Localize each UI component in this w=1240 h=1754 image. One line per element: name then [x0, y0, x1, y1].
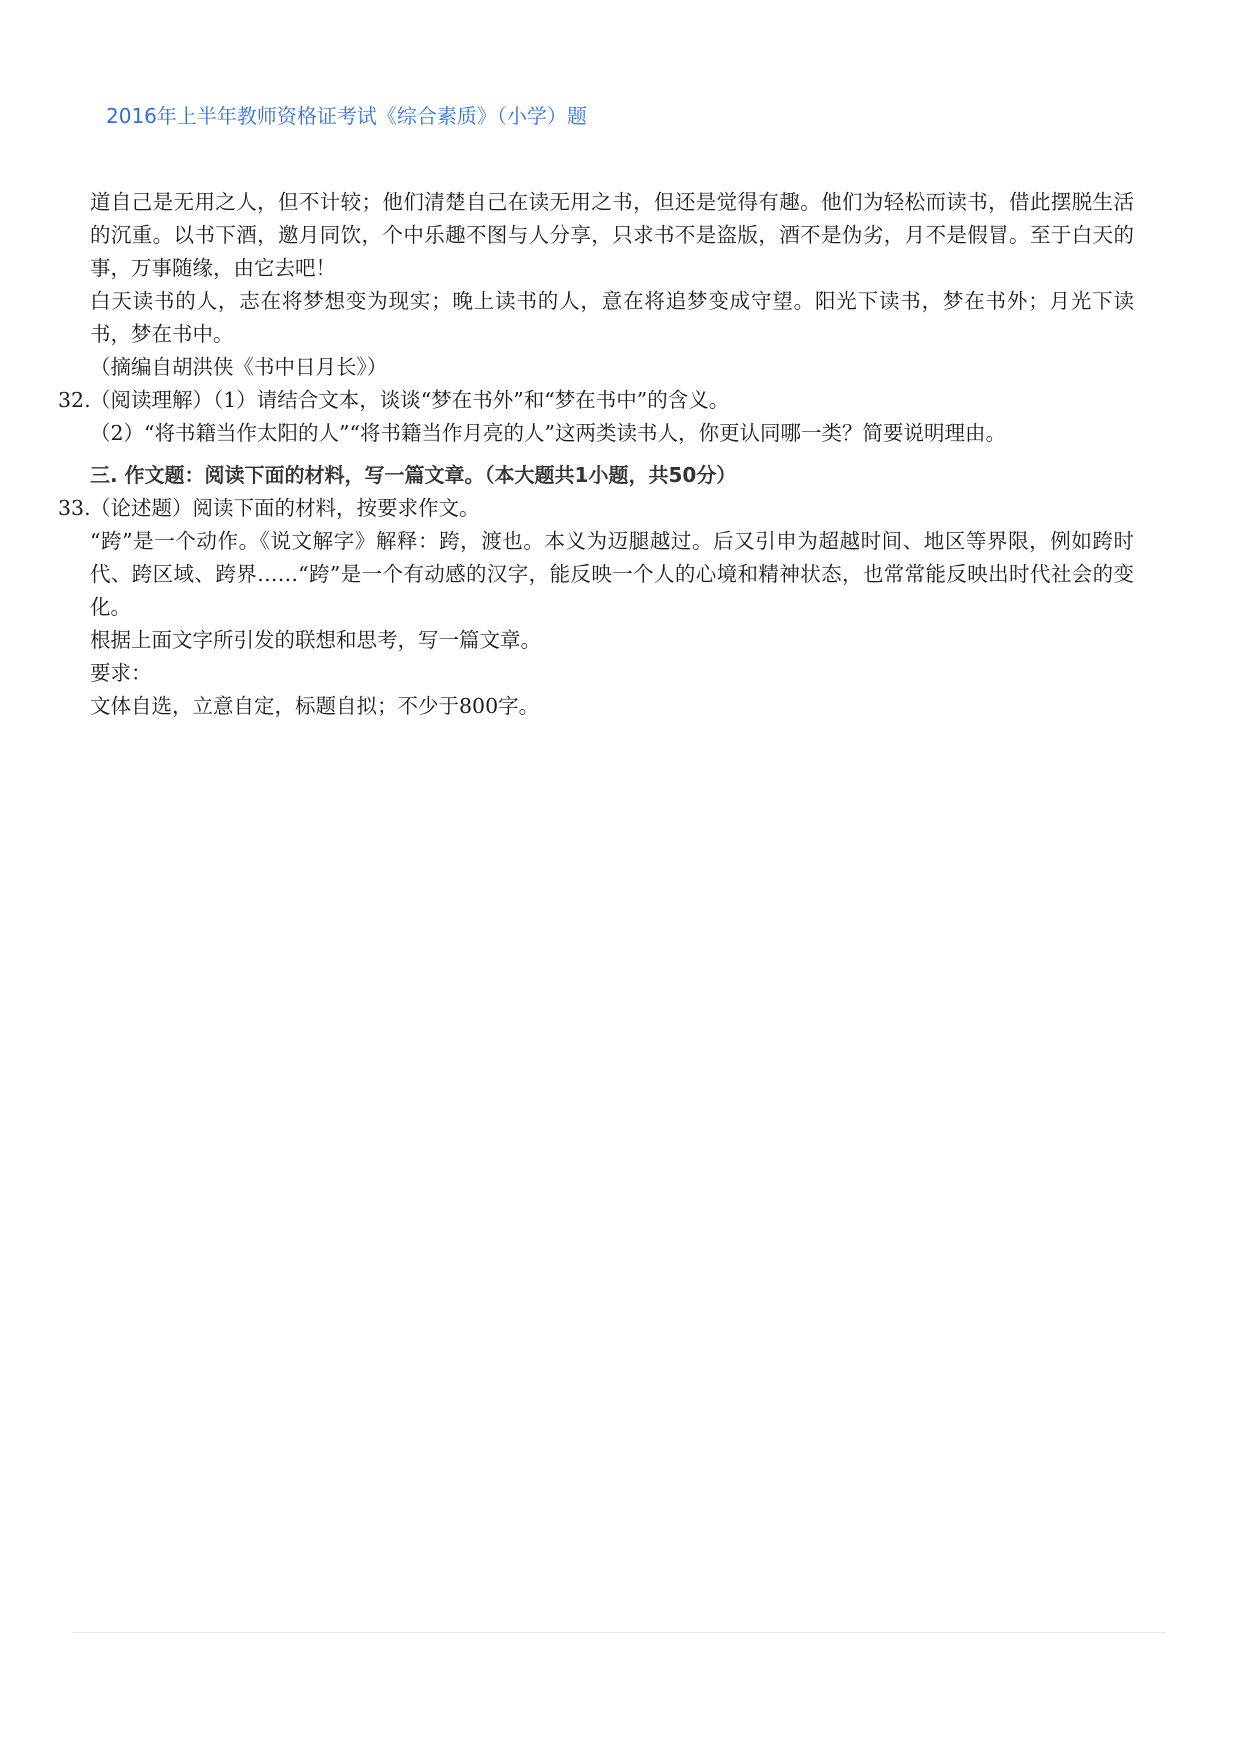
document-header-title: 2016年上半年教师资格证考试《综合素质》（小学）题 [106, 104, 587, 128]
question-33-prompt: （论述题）阅读下面的材料，按要求作文。 [90, 496, 480, 520]
footer-divider [72, 1632, 1166, 1633]
question-32-part-1: （阅读理解）（1）请结合文本，谈谈“梦在书外”和“梦在书中”的含义。 [90, 388, 730, 412]
section-3-heading: 三. 作文题：阅读下面的材料，写一篇文章。（本大题共1小题，共50分） [90, 463, 737, 487]
passage-paragraph-2: 白天读书的人，志在将梦想变为现实；晚上读书的人，意在将追梦变成守望。阳光下读书，梦在书外；月光下读书，梦在书中。 [90, 289, 1134, 346]
question-33-instruction: 根据上面文字所引发的联想和思考，写一篇文章。 [90, 628, 541, 652]
question-32-number: 32. [58, 388, 91, 412]
question-33-requirement-label: 要求： [90, 661, 152, 685]
question-33-number: 33. [58, 496, 91, 520]
question-33-requirement: 文体自选，立意自定，标题自拟；不少于800字。 [90, 694, 540, 718]
passage-paragraph-1: 道自己是无用之人，但不计较；他们清楚自己在读无用之书，但还是觉得有趣。他们为轻松而读书，借此摆脱生活的沉重。以书下酒，邀月同饮，个中乐趣不图与人分享，只求书不是盗版，酒不是伪劣，月不是假冒。至于白天的事，万事随缘，由它去吧！ [90, 190, 1134, 280]
question-33-material: “跨”是一个动作。《说文解字》解释：跨，渡也。本义为迈腿越过。后又引申为超越时间、地区等界限，例如跨时代、跨区域、跨界……“跨”是一个有动感的汉字，能反映一个人的心境和精神状态，也常常能反映出时代社会的变化。 [90, 529, 1134, 619]
document-body [0, 186, 1240, 723]
passage-source: （摘编自胡洪侠《书中日月长》） [90, 355, 388, 379]
question-32-part-2: （2）“将书籍当作太阳的人”“将书籍当作月亮的人”这两类读书人，你更认同哪一类？简要说明理由。 [90, 421, 1006, 445]
question-33 [58, 492, 1134, 723]
question-32 [58, 384, 1134, 450]
